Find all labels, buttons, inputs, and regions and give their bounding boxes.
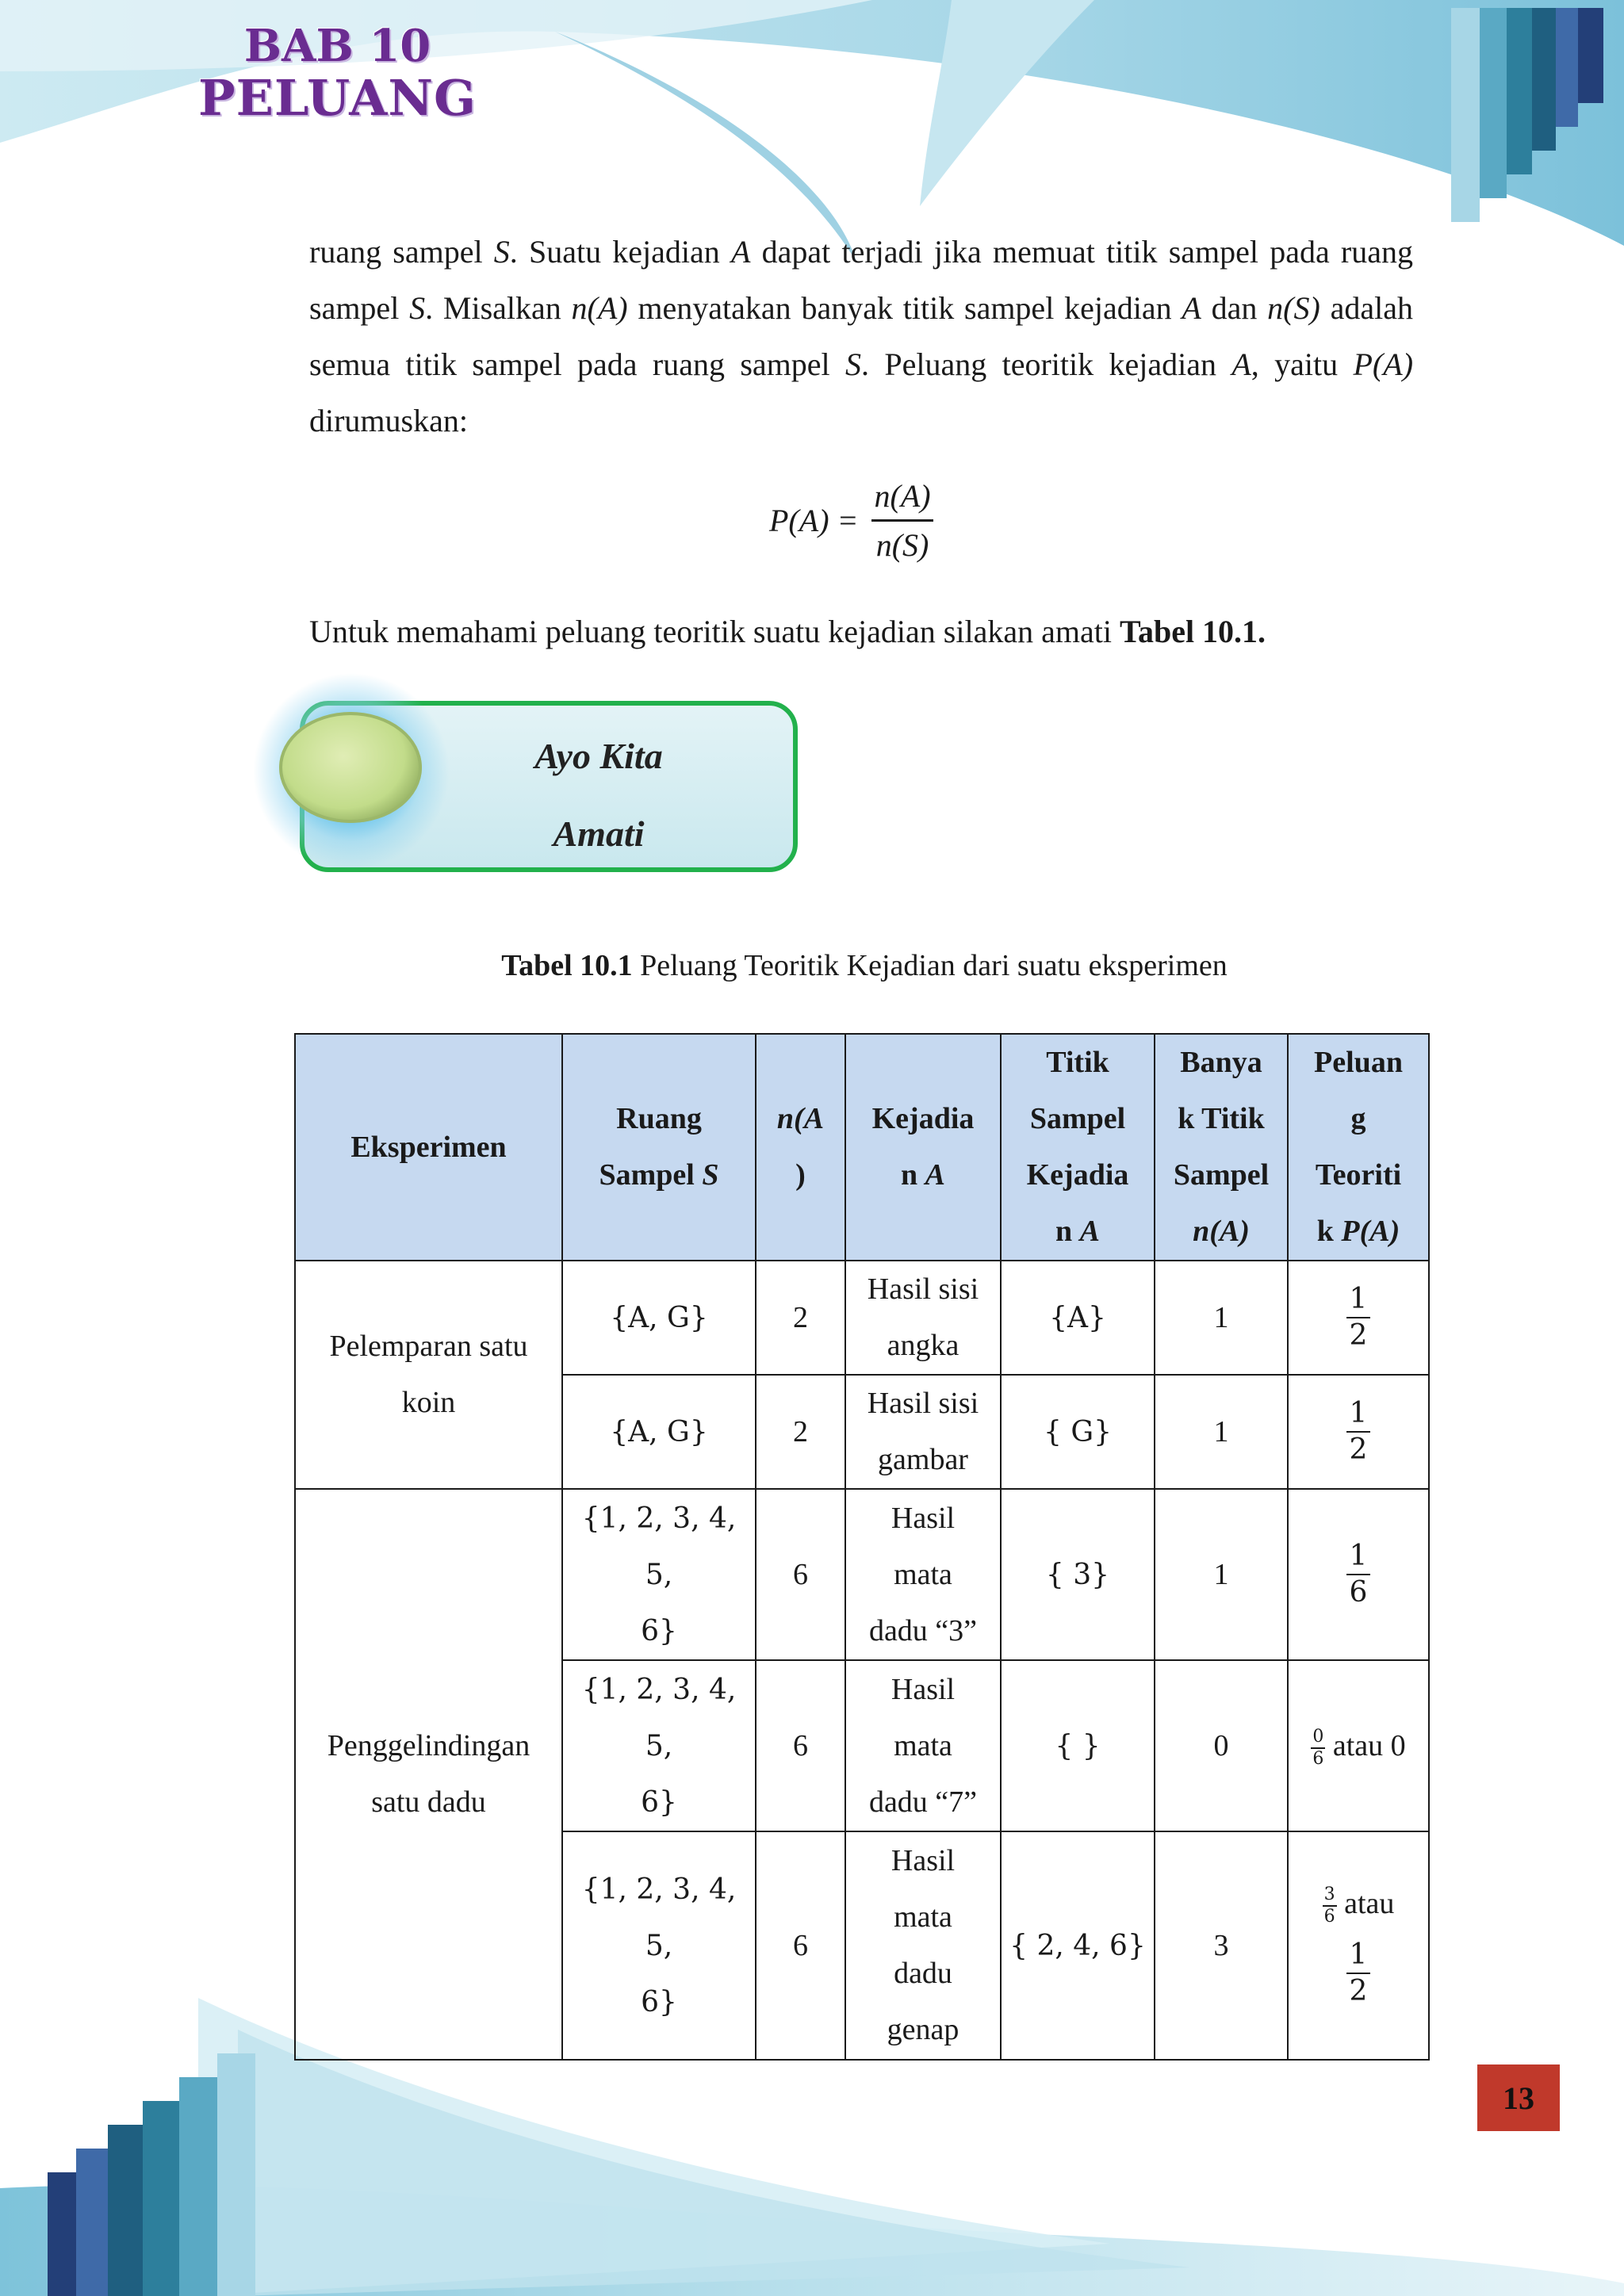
fraction-num: 1 [1346, 1399, 1371, 1433]
header-nA [756, 1034, 845, 1261]
text-run: dan [1201, 290, 1268, 326]
header-text: n(A [776, 1102, 825, 1135]
var-nA: n(A) [571, 290, 628, 326]
probability-formula [769, 477, 936, 564]
cell-text: mata [894, 1557, 952, 1591]
header-text: Kejadia [1026, 1158, 1129, 1192]
cell-peluang [1288, 1660, 1429, 1831]
fraction-num: 1 [1346, 1940, 1371, 1974]
cell-text: {1, 2, 3, 4, 5, [581, 1873, 737, 1962]
formula-fraction [870, 477, 936, 564]
text-run: , yaitu [1251, 346, 1354, 382]
cell-text: dadu “3” [868, 1613, 978, 1647]
header-text: Titik [1046, 1046, 1109, 1079]
var-S: S [409, 290, 426, 326]
var-A: A [731, 234, 751, 270]
header-var: P(A) [1341, 1215, 1400, 1248]
cell-peluang [1288, 1489, 1429, 1660]
header-text: n [1055, 1215, 1080, 1248]
header-text: Peluan [1314, 1046, 1403, 1079]
cell-text: Hasil sisi [867, 1272, 979, 1306]
cell-peluang [1288, 1375, 1429, 1489]
header-text: g [1350, 1102, 1366, 1135]
cell-text: Penggelindingan [327, 1729, 530, 1762]
chapter-title: PELUANG [198, 68, 477, 127]
table-header-row [295, 1034, 1429, 1261]
cell-ruang [562, 1489, 756, 1660]
header-text: Banya [1180, 1046, 1262, 1079]
header-eksperimen [295, 1034, 562, 1261]
header-kejadian [845, 1034, 1001, 1261]
cell-peluang [1288, 1261, 1429, 1375]
fraction-den: 6 [1323, 1907, 1335, 1927]
cell-text: atau [1336, 1887, 1395, 1921]
cell-text: Hasil sisi [867, 1387, 979, 1420]
fraction-den: 2 [1349, 1319, 1368, 1352]
intro-sentence [309, 613, 1266, 650]
callout-line2: Amati [553, 813, 645, 854]
fraction [1346, 1940, 1371, 2007]
fraction-num: 1 [1346, 1541, 1371, 1575]
fraction-den: 6 [1312, 1748, 1324, 1769]
table-caption [309, 948, 1419, 983]
header-text: Kejadia [871, 1102, 975, 1135]
cell-text: 6} [641, 1785, 677, 1819]
callout-label [476, 718, 722, 873]
table-row [295, 1489, 1429, 1660]
cell-banyak: 3 [1155, 1831, 1288, 2060]
caption-label: Tabel 10.1 [501, 949, 633, 982]
fraction-den: 2 [1349, 1975, 1368, 2008]
chapter-number: BAB 10 [243, 20, 431, 72]
fraction [1346, 1284, 1371, 1351]
header-text: Sampel [1173, 1158, 1270, 1192]
intro-text: Untuk memahami peluang teoritik suatu kejadian silakan amati [309, 614, 1120, 649]
body-paragraph [309, 224, 1413, 449]
cell-n: 6 [756, 1489, 845, 1660]
cell-text: dadu “7” [868, 1785, 978, 1819]
header-text: Sampel [1029, 1102, 1126, 1135]
cell-kejadian [845, 1261, 1001, 1375]
callout-circle-icon [279, 712, 422, 823]
header-text: ) [795, 1158, 806, 1192]
cell-kejadian [845, 1375, 1001, 1489]
formula-lhs: P(A) = [769, 503, 859, 538]
var-A: A [1231, 346, 1251, 382]
header-peluang [1288, 1034, 1429, 1261]
cell-n: 2 [756, 1261, 845, 1375]
header-var: S [702, 1158, 719, 1192]
small-fraction [1311, 1728, 1325, 1768]
cell-eksperimen [295, 1489, 562, 2060]
header-var: n(A) [1193, 1215, 1250, 1248]
header-var: A [1079, 1215, 1100, 1248]
fraction-num: 1 [1346, 1284, 1371, 1318]
cell-text: 6} [641, 1614, 677, 1647]
cell-text: mata [894, 1900, 952, 1934]
table-reference: Tabel 10.1. [1119, 614, 1266, 649]
text-run: . Misalkan [425, 290, 572, 326]
cell-kejadian [845, 1831, 1001, 2060]
cell-text: Hasil [891, 1844, 956, 1877]
header-var: A [925, 1158, 945, 1192]
var-S: S [845, 346, 861, 382]
cell-peluang [1288, 1831, 1429, 2060]
cell-titik: { 2, 4, 6} [1001, 1831, 1155, 2060]
var-S: S [493, 234, 510, 270]
cell-text: koin [401, 1386, 456, 1419]
cell-text: {1, 2, 3, 4, 5, [581, 1502, 737, 1591]
cell-kejadian [845, 1660, 1001, 1831]
callout-line1: Ayo Kita [534, 736, 663, 776]
fraction [1346, 1399, 1371, 1465]
formula-denominator: n(S) [871, 519, 934, 564]
cell-titik: { G} [1001, 1375, 1155, 1489]
cell-text: Hasil [891, 1501, 956, 1535]
caption-text: Peluang Teoritik Kejadian dari suatu eksperimen [632, 949, 1228, 982]
text-run: dirumuskan: [309, 403, 468, 438]
cell-text: satu dadu [371, 1785, 486, 1819]
cell-text: Pelemparan satu [329, 1330, 528, 1363]
var-PA: P(A) [1353, 346, 1414, 382]
header-text: Sampel [599, 1158, 703, 1192]
text-run: dapat terjadi jika memuat titik sampel pada ruang sampel [309, 234, 1414, 326]
table-row [295, 1261, 1429, 1375]
header-text: Teoriti [1315, 1158, 1402, 1192]
fraction-num: 0 [1311, 1728, 1325, 1749]
cell-titik: { } [1001, 1660, 1155, 1831]
cell-text: gambar [878, 1443, 968, 1476]
header-titik-sampel [1001, 1034, 1155, 1261]
header-text: k Titik [1178, 1102, 1265, 1135]
header-ruang-sampel [562, 1034, 756, 1261]
header-text: Eksperimen [350, 1130, 507, 1164]
var-A: A [1182, 290, 1201, 326]
text-run: . Peluang teoritik kejadian [861, 346, 1232, 382]
header-banyak [1155, 1034, 1288, 1261]
cell-banyak: 1 [1155, 1261, 1288, 1375]
text-run: menyatakan banyak titik sampel kejadian [627, 290, 1182, 326]
var-nS: n(S) [1267, 290, 1320, 326]
cell-n: 6 [756, 1831, 845, 2060]
fraction-den: 2 [1349, 1433, 1368, 1466]
cell-banyak: 1 [1155, 1375, 1288, 1489]
cell-text: mata [894, 1728, 952, 1762]
header-text: Ruang [616, 1102, 702, 1135]
formula-numerator: n(A) [874, 478, 931, 514]
cell-ruang: {A, G} [562, 1261, 756, 1375]
cell-ruang: {A, G} [562, 1375, 756, 1489]
fraction [1346, 1541, 1371, 1608]
page-number: 13 [1477, 2064, 1560, 2131]
cell-n: 2 [756, 1375, 845, 1489]
probability-table [294, 1033, 1430, 2061]
cell-titik: {A} [1001, 1261, 1155, 1375]
text-run: adalah semua titik sampel pada ruang sampel [309, 290, 1413, 382]
cell-text: {1, 2, 3, 4, 5, [581, 1673, 737, 1762]
fraction-num: 3 [1323, 1886, 1337, 1907]
cell-text: 6} [641, 1985, 677, 2019]
header-text: n [901, 1158, 925, 1192]
cell-text: dadu [894, 1957, 952, 1990]
cell-ruang [562, 1831, 756, 2060]
cell-kejadian [845, 1489, 1001, 1660]
small-fraction [1323, 1886, 1337, 1926]
cell-ruang [562, 1660, 756, 1831]
text-run: . Suatu kejadian [509, 234, 731, 270]
cell-text: genap [887, 2013, 959, 2046]
text-run: ruang sampel [309, 234, 494, 270]
cell-banyak: 0 [1155, 1660, 1288, 1831]
cell-titik: { 3} [1001, 1489, 1155, 1660]
chapter-heading [198, 22, 477, 125]
cell-text: atau 0 [1325, 1728, 1406, 1762]
fraction-den: 6 [1349, 1576, 1368, 1609]
cell-n: 6 [756, 1660, 845, 1831]
header-text: k [1316, 1215, 1342, 1248]
cell-banyak: 1 [1155, 1489, 1288, 1660]
cell-eksperimen [295, 1261, 562, 1489]
cell-text: angka [887, 1329, 959, 1362]
cell-text: Hasil [891, 1672, 956, 1706]
